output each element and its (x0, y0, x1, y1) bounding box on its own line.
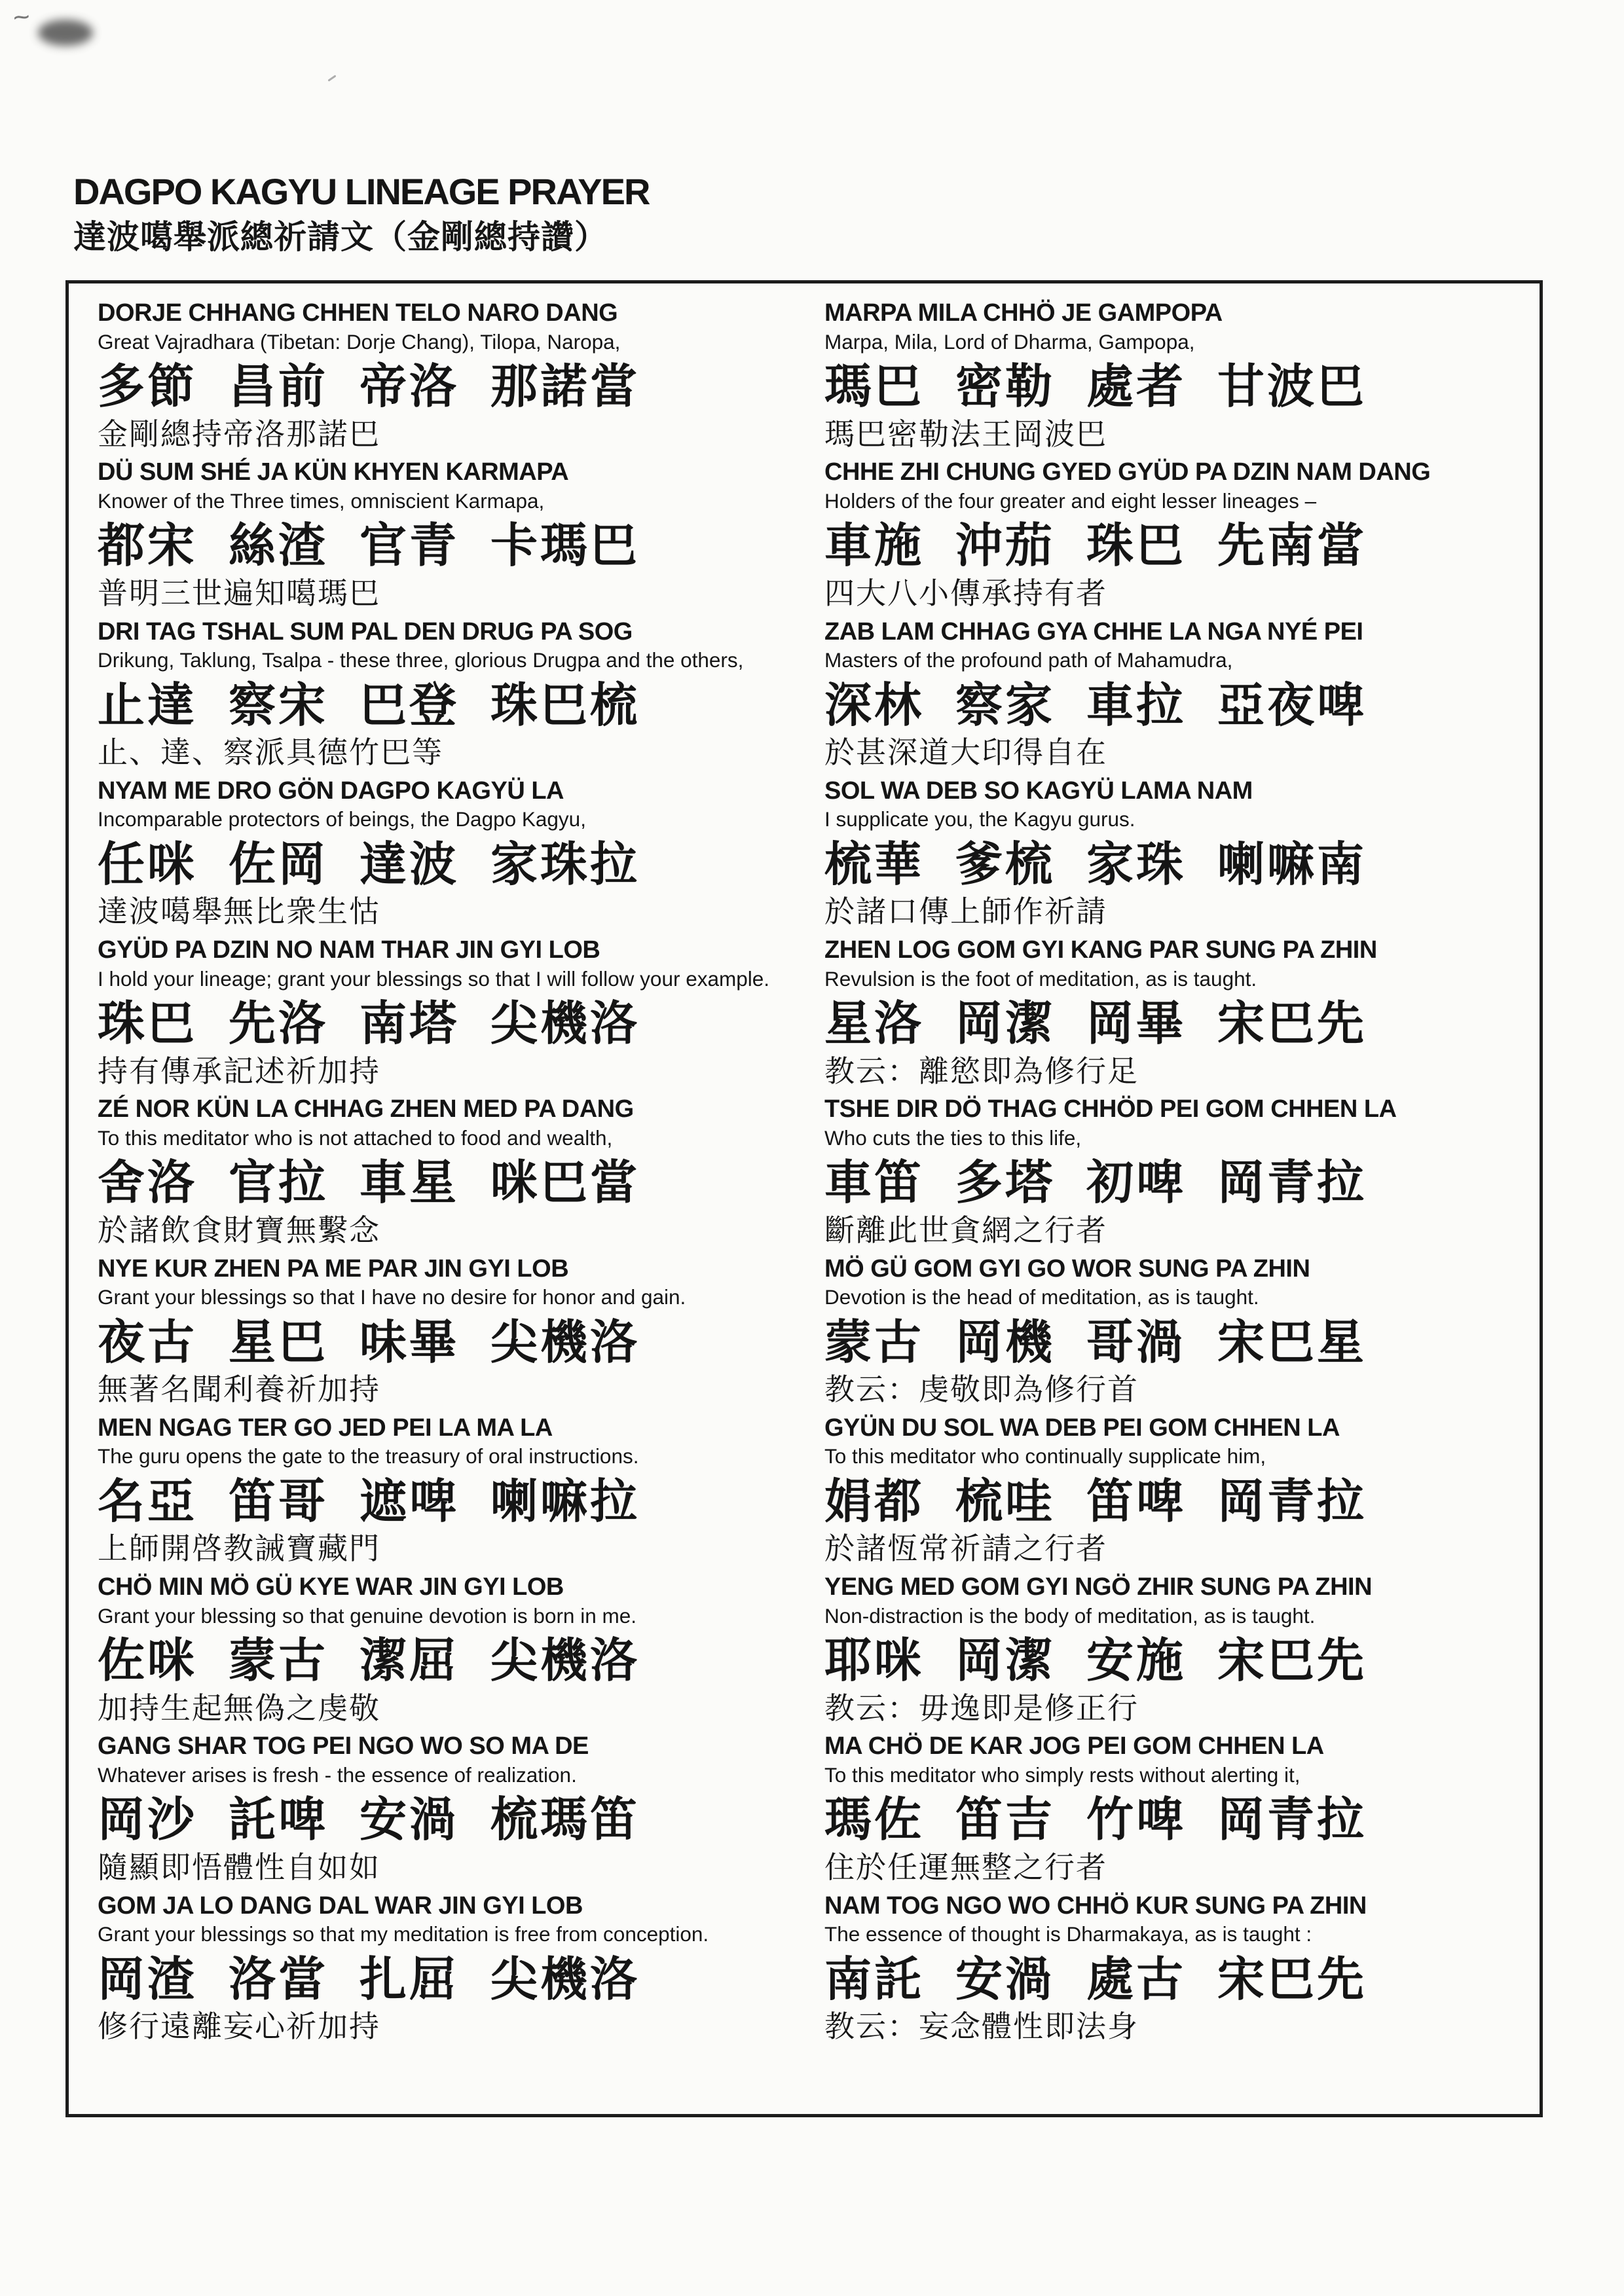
english-translation-line: Knower of the Three times, omniscient Karmapa, (98, 488, 545, 513)
verse-left-6 (98, 1095, 788, 1247)
verse-left-7 (98, 1255, 788, 1406)
chinese-phonetic-line: 岡渣 洛當 扎屈 尖機洛 (98, 1953, 640, 2006)
english-translation-line: I hold your lineage; grant your blessings so that I will follow your example. (98, 966, 770, 991)
chinese-translation-line: 金剛總持帝洛那諾巴 (98, 416, 380, 451)
chinese-translation-line: 隨顯即悟體性自如如 (98, 1850, 380, 1884)
transliteration-line: GANG SHAR TOG PEI NGO WO SO MA DE (98, 1732, 589, 1760)
chinese-translation-line: 止、達、察派具德竹巴等 (98, 735, 443, 770)
chinese-phonetic-line: 任咪 佐岡 達波 家珠拉 (98, 838, 640, 891)
chinese-phonetic-line: 車笛 多塔 初啤 岡青拉 (824, 1157, 1367, 1210)
chinese-phonetic-line: 梳華 爹梳 家珠 喇嘛南 (824, 838, 1367, 891)
verse-row-3 (98, 618, 1515, 769)
verse-left-2 (98, 458, 788, 610)
chinese-translation-line: 加持生起無偽之虔敬 (98, 1690, 380, 1725)
transliteration-line: NAM TOG NGO WO CHHÖ KUR SUNG PA ZHIN (824, 1891, 1367, 1920)
verse-right-1 (824, 299, 1515, 450)
english-translation-line: Devotion is the head of meditation, as is taught. (824, 1285, 1259, 1309)
chinese-phonetic-line: 耶咪 岡潔 安施 宋巴先 (824, 1635, 1367, 1688)
chinese-translation-line: 教云：妄念體性即法身 (824, 2009, 1139, 2044)
chinese-translation-line: 於諸口傳上師作祈請 (824, 894, 1107, 929)
verse-left-4 (98, 777, 788, 928)
transliteration-line: CHHE ZHI CHUNG GYED GYÜD PA DZIN NAM DANG (824, 458, 1431, 486)
verse-row-6 (98, 1095, 1515, 1247)
chinese-translation-line: 於諸飲食財寶無繫念 (98, 1212, 380, 1247)
transliteration-line: TSHE DIR DÖ THAG CHHÖD PEI GOM CHHEN LA (824, 1095, 1397, 1123)
chinese-phonetic-line: 蒙古 岡機 哥渦 宋巴星 (824, 1316, 1367, 1369)
verse-left-8 (98, 1414, 788, 1565)
transliteration-line: SOL WA DEB SO KAGYÜ LAMA NAM (824, 776, 1253, 805)
english-translation-line: I supplicate you, the Kagyu gurus. (824, 807, 1135, 831)
scan-artifact-fleck (327, 75, 336, 81)
prayer-box (65, 280, 1543, 2117)
page-subtitle-chinese: 達波噶舉派總祈請文（金剛總持讚） (73, 218, 608, 255)
chinese-phonetic-line: 星洛 岡潔 岡畢 宋巴先 (824, 998, 1367, 1051)
english-translation-line: Grant your blessings so that I have no desire for honor and gain. (98, 1285, 686, 1309)
verse-row-10 (98, 1732, 1515, 1884)
english-translation-line: Holders of the four greater and eight lesser lineages – (824, 488, 1317, 513)
english-translation-line: Marpa, Mila, Lord of Dharma, Gampopa, (824, 329, 1195, 354)
english-translation-line: Grant your blessing so that genuine devotion is born in me. (98, 1603, 637, 1628)
scan-artifact-tilde: ~ (10, 0, 32, 35)
chinese-translation-line: 瑪巴密勒法王岡波巴 (824, 416, 1107, 451)
transliteration-line: MÖ GÜ GOM GYI GO WOR SUNG PA ZHIN (824, 1254, 1310, 1283)
chinese-translation-line: 於諸恆常祈請之行者 (824, 1531, 1107, 1566)
english-translation-line: To this meditator who is not attached to food and wealth, (98, 1125, 613, 1150)
verse-left-9 (98, 1573, 788, 1724)
chinese-translation-line: 達波噶舉無比衆生怙 (98, 894, 380, 929)
transliteration-line: GYÜD PA DZIN NO NAM THAR JIN GYI LOB (98, 936, 600, 964)
header (73, 172, 649, 257)
page-title: DAGPO KAGYU LINEAGE PRAYER (73, 171, 650, 212)
chinese-translation-line: 四大八小傳承持有者 (824, 575, 1107, 610)
verse-left-1 (98, 299, 788, 450)
transliteration-line: ZHEN LOG GOM GYI KANG PAR SUNG PA ZHIN (824, 936, 1377, 964)
verse-row-1 (98, 299, 1515, 450)
chinese-phonetic-line: 珠巴 先洛 南塔 尖機洛 (98, 998, 640, 1051)
transliteration-line: ZÉ NOR KÜN LA CHHAG ZHEN MED PA DANG (98, 1095, 634, 1123)
chinese-phonetic-line: 瑪巴 密勒 處者 甘波巴 (824, 361, 1367, 414)
chinese-phonetic-line: 娟都 梳哇 笛啤 岡青拉 (824, 1475, 1367, 1528)
verse-right-7 (824, 1255, 1515, 1406)
chinese-translation-line: 教云：毋逸即是修正行 (824, 1690, 1139, 1725)
verse-left-10 (98, 1732, 788, 1884)
chinese-phonetic-line: 都宋 絲渣 官青 卡瑪巴 (98, 520, 640, 573)
verse-right-4 (824, 777, 1515, 928)
verse-right-9 (824, 1573, 1515, 1724)
transliteration-line: GYÜN DU SOL WA DEB PEI GOM CHHEN LA (824, 1413, 1340, 1442)
verse-right-10 (824, 1732, 1515, 1884)
chinese-translation-line: 教云：離慾即為修行足 (824, 1053, 1139, 1088)
verse-right-5 (824, 936, 1515, 1087)
chinese-phonetic-line: 南託 安渦 處古 宋巴先 (824, 1953, 1367, 2006)
english-translation-line: Revulsion is the foot of meditation, as is taught. (824, 966, 1257, 991)
english-translation-line: Who cuts the ties to this life, (824, 1125, 1082, 1150)
verse-row-7 (98, 1255, 1515, 1406)
chinese-phonetic-line: 多節 昌前 帝洛 那諾當 (98, 361, 640, 414)
verse-row-2 (98, 458, 1515, 610)
english-translation-line: To this meditator who simply rests without alerting it, (824, 1762, 1301, 1787)
transliteration-line: MARPA MILA CHHÖ JE GAMPOPA (824, 299, 1223, 327)
transliteration-line: MEN NGAG TER GO JED PEI LA MA LA (98, 1413, 553, 1442)
verse-right-3 (824, 618, 1515, 769)
chinese-translation-line: 無著名聞利養祈加持 (98, 1372, 380, 1407)
chinese-translation-line: 持有傳承記述祈加持 (98, 1053, 380, 1088)
chinese-phonetic-line: 瑪佐 笛吉 竹啤 岡青拉 (824, 1794, 1367, 1847)
verse-left-5 (98, 936, 788, 1087)
verse-right-6 (824, 1095, 1515, 1247)
chinese-phonetic-line: 舍洛 官拉 車星 咪巴當 (98, 1157, 640, 1210)
chinese-phonetic-line: 名亞 笛哥 遮啤 喇嘛拉 (98, 1475, 640, 1528)
transliteration-line: NYAM ME DRO GÖN DAGPO KAGYÜ LA (98, 776, 564, 805)
verse-left-3 (98, 618, 788, 769)
chinese-phonetic-line: 岡沙 託啤 安渦 梳瑪笛 (98, 1794, 640, 1847)
english-translation-line: Great Vajradhara (Tibetan: Dorje Chang), Tilopa, Naropa, (98, 329, 621, 354)
verse-row-8 (98, 1414, 1515, 1565)
english-translation-line: Incomparable protectors of beings, the Dagpo Kagyu, (98, 807, 586, 831)
verse-row-4 (98, 777, 1515, 928)
english-translation-line: Drikung, Taklung, Tsalpa - these three, glorious Drugpa and the others, (98, 648, 744, 672)
chinese-translation-line: 普明三世遍知噶瑪巴 (98, 575, 380, 610)
verse-row-11 (98, 1892, 1515, 2043)
chinese-phonetic-line: 佐咪 蒙古 潔屈 尖機洛 (98, 1635, 640, 1688)
verse-right-8 (824, 1414, 1515, 1565)
english-translation-line: The guru opens the gate to the treasury of oral instructions. (98, 1444, 639, 1468)
transliteration-line: DORJE CHHANG CHHEN TELO NARO DANG (98, 299, 618, 327)
chinese-phonetic-line: 夜古 星巴 味畢 尖機洛 (98, 1316, 640, 1369)
english-translation-line: Non-distraction is the body of meditation, as is taught. (824, 1603, 1316, 1628)
english-translation-line: Masters of the profound path of Mahamudra, (824, 648, 1233, 672)
verse-left-11 (98, 1892, 788, 2043)
transliteration-line: MA CHÖ DE KAR JOG PEI GOM CHHEN LA (824, 1732, 1324, 1760)
chinese-translation-line: 教云：虔敬即為修行首 (824, 1372, 1139, 1407)
english-translation-line: Grant your blessings so that my meditation is free from conception. (98, 1922, 709, 1946)
chinese-translation-line: 上師開啓教誡寶藏門 (98, 1531, 380, 1566)
english-translation-line: The essence of thought is Dharmakaya, as is taught : (824, 1922, 1312, 1946)
transliteration-line: YENG MED GOM GYI NGÖ ZHIR SUNG PA ZHIN (824, 1573, 1373, 1601)
transliteration-line: DRI TAG TSHAL SUM PAL DEN DRUG PA SOG (98, 617, 633, 646)
chinese-phonetic-line: 止達 察宋 巴登 珠巴梳 (98, 679, 640, 732)
scan-artifact-smudge (38, 20, 93, 46)
verse-row-5 (98, 936, 1515, 1087)
verse-right-2 (824, 458, 1515, 610)
chinese-translation-line: 於甚深道大印得自在 (824, 735, 1107, 770)
chinese-translation-line: 斷離此世貪網之行者 (824, 1212, 1107, 1247)
transliteration-line: GOM JA LO DANG DAL WAR JIN GYI LOB (98, 1891, 583, 1920)
english-translation-line: Whatever arises is fresh - the essence of realization. (98, 1762, 577, 1787)
verse-right-11 (824, 1892, 1515, 2043)
english-translation-line: To this meditator who continually supplicate him, (824, 1444, 1266, 1468)
transliteration-line: DÜ SUM SHÉ JA KÜN KHYEN KARMAPA (98, 458, 569, 486)
transliteration-line: NYE KUR ZHEN PA ME PAR JIN GYI LOB (98, 1254, 569, 1283)
chinese-translation-line: 住於任運無整之行者 (824, 1850, 1107, 1884)
verse-row-9 (98, 1573, 1515, 1724)
chinese-phonetic-line: 車施 沖茄 珠巴 先南當 (824, 520, 1367, 573)
transliteration-line: ZAB LAM CHHAG GYA CHHE LA NGA NYÉ PEI (824, 617, 1363, 646)
chinese-translation-line: 修行遠離妄心祈加持 (98, 2009, 380, 2044)
transliteration-line: CHÖ MIN MÖ GÜ KYE WAR JIN GYI LOB (98, 1573, 564, 1601)
chinese-phonetic-line: 深林 察家 車拉 亞夜啤 (824, 679, 1367, 732)
